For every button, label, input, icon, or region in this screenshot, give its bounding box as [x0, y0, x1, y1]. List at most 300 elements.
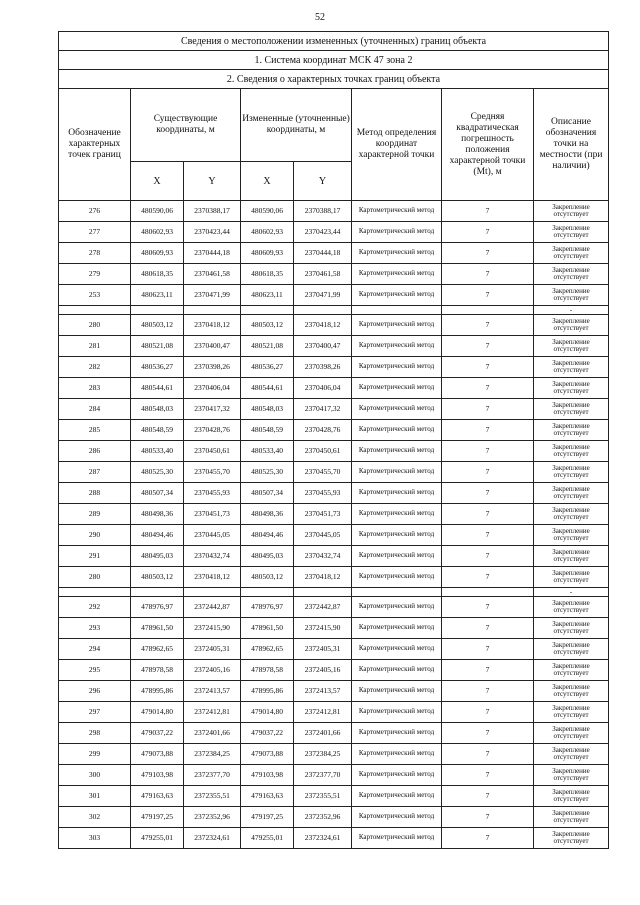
existing-y-cell: 2370432,74 [184, 546, 241, 567]
description-cell: Закрепление отсутствует [534, 378, 609, 399]
point-number-cell: 277 [59, 222, 131, 243]
page-number: 52 [315, 12, 325, 23]
method-cell: Картометрический метод [352, 441, 442, 462]
empty-cell [59, 306, 131, 315]
accuracy-cell: 7 [442, 723, 534, 744]
changed-y-cell: 2372324,61 [294, 828, 352, 849]
method-cell: Картометрический метод [352, 264, 442, 285]
existing-x-cell: 480533,40 [131, 441, 184, 462]
description-cell: Закрепление отсутствует [534, 639, 609, 660]
changed-x-cell: 478978,58 [241, 660, 294, 681]
description-cell: Закрепление отсутствует [534, 285, 609, 306]
accuracy-cell: 7 [442, 336, 534, 357]
table-row [59, 567, 609, 588]
changed-x-cell: 478995,86 [241, 681, 294, 702]
changed-y-cell: 2370398,26 [294, 357, 352, 378]
existing-y-cell: 2370388,17 [184, 201, 241, 222]
table-row [59, 744, 609, 765]
existing-x-cell: 480623,11 [131, 285, 184, 306]
table-row [59, 723, 609, 744]
changed-y-cell: 2372352,96 [294, 807, 352, 828]
method-cell: Картометрический метод [352, 336, 442, 357]
separator-row [59, 588, 609, 597]
changed-y-cell: 2372377,70 [294, 765, 352, 786]
existing-x-cell: 478995,86 [131, 681, 184, 702]
existing-x-cell: 480507,34 [131, 483, 184, 504]
changed-y-cell: 2370444,18 [294, 243, 352, 264]
header-changed: Измененные (уточненные) координаты, м [241, 89, 352, 162]
description-cell: Закрепление отсутствует [534, 201, 609, 222]
changed-x-cell: 480548,03 [241, 399, 294, 420]
method-cell: Картометрический метод [352, 828, 442, 849]
existing-y-cell: 2370445,05 [184, 525, 241, 546]
description-cell: Закрепление отсутствует [534, 336, 609, 357]
point-number-cell: 289 [59, 504, 131, 525]
existing-x-cell: 480590,06 [131, 201, 184, 222]
point-number-cell: 291 [59, 546, 131, 567]
point-number-cell: 282 [59, 357, 131, 378]
existing-x-cell: 480544,61 [131, 378, 184, 399]
description-cell: Закрепление отсутствует [534, 243, 609, 264]
point-number-cell: 294 [59, 639, 131, 660]
description-cell: Закрепление отсутствует [534, 420, 609, 441]
table-row [59, 597, 609, 618]
method-cell: Картометрический метод [352, 399, 442, 420]
existing-x-cell: 479255,01 [131, 828, 184, 849]
method-cell: Картометрический метод [352, 546, 442, 567]
method-cell: Картометрический метод [352, 285, 442, 306]
changed-x-cell: 478976,97 [241, 597, 294, 618]
method-cell: Картометрический метод [352, 525, 442, 546]
changed-y-cell: 2370418,12 [294, 567, 352, 588]
point-number-cell: 286 [59, 441, 131, 462]
description-cell: Закрепление отсутствует [534, 462, 609, 483]
point-number-cell: 297 [59, 702, 131, 723]
empty-cell [442, 306, 534, 315]
empty-cell [131, 306, 184, 315]
method-cell: Картометрический метод [352, 639, 442, 660]
empty-cell [59, 588, 131, 597]
existing-y-cell: 2370450,61 [184, 441, 241, 462]
existing-y-cell: 2370418,12 [184, 315, 241, 336]
method-cell: Картометрический метод [352, 201, 442, 222]
table-title: Сведения о местоположении измененных (уточненных) границ объекта [59, 32, 609, 51]
existing-x-cell: 480503,12 [131, 567, 184, 588]
changed-x-cell: 479103,98 [241, 765, 294, 786]
changed-x-cell: 480507,34 [241, 483, 294, 504]
description-cell: Закрепление отсутствует [534, 264, 609, 285]
changed-y-cell: 2370428,76 [294, 420, 352, 441]
existing-x-cell: 480548,59 [131, 420, 184, 441]
existing-x-cell: 480495,03 [131, 546, 184, 567]
accuracy-cell: 7 [442, 264, 534, 285]
accuracy-cell: 7 [442, 702, 534, 723]
header-changed-y: Y [294, 162, 352, 201]
method-cell: Картометрический метод [352, 786, 442, 807]
existing-y-cell: 2370400,47 [184, 336, 241, 357]
point-number-cell: 296 [59, 681, 131, 702]
method-cell: Картометрический метод [352, 357, 442, 378]
existing-y-cell: 2370428,76 [184, 420, 241, 441]
existing-y-cell: 2370417,32 [184, 399, 241, 420]
description-cell: Закрепление отсутствует [534, 357, 609, 378]
table-row [59, 420, 609, 441]
point-number-cell: 253 [59, 285, 131, 306]
accuracy-cell: 7 [442, 420, 534, 441]
accuracy-cell: 7 [442, 639, 534, 660]
existing-x-cell: 478976,97 [131, 597, 184, 618]
accuracy-cell: 7 [442, 504, 534, 525]
changed-x-cell: 480494,46 [241, 525, 294, 546]
existing-y-cell: 2372377,70 [184, 765, 241, 786]
changed-y-cell: 2372384,25 [294, 744, 352, 765]
accuracy-cell: 7 [442, 399, 534, 420]
header-existing-y: Y [184, 162, 241, 201]
changed-x-cell: 480503,12 [241, 567, 294, 588]
header-method: Метод определения координат характерной точки [352, 89, 442, 201]
description-cell: Закрепление отсутствует [534, 723, 609, 744]
accuracy-cell: 7 [442, 786, 534, 807]
changed-y-cell: 2370445,05 [294, 525, 352, 546]
accuracy-cell: 7 [442, 807, 534, 828]
table-row [59, 504, 609, 525]
changed-y-cell: 2370432,74 [294, 546, 352, 567]
accuracy-cell: 7 [442, 597, 534, 618]
table-row [59, 201, 609, 222]
changed-x-cell: 479197,25 [241, 807, 294, 828]
changed-x-cell: 480521,08 [241, 336, 294, 357]
existing-x-cell: 480618,35 [131, 264, 184, 285]
point-number-cell: 284 [59, 399, 131, 420]
coordinate-system-title: 1. Система координат МСК 47 зона 2 [59, 51, 609, 70]
changed-y-cell: 2370406,04 [294, 378, 352, 399]
existing-x-cell: 479163,63 [131, 786, 184, 807]
changed-y-cell: 2372405,16 [294, 660, 352, 681]
accuracy-cell: 7 [442, 546, 534, 567]
existing-y-cell: 2370455,93 [184, 483, 241, 504]
empty-cell [184, 588, 241, 597]
description-cell: Закрепление отсутствует [534, 525, 609, 546]
existing-y-cell: 2370455,70 [184, 462, 241, 483]
existing-x-cell: 479014,80 [131, 702, 184, 723]
table-row [59, 462, 609, 483]
existing-x-cell: 479103,98 [131, 765, 184, 786]
table-row [59, 786, 609, 807]
point-number-cell: 283 [59, 378, 131, 399]
empty-cell [241, 588, 294, 597]
description-cell: Закрепление отсутствует [534, 597, 609, 618]
description-cell: Закрепление отсутствует [534, 315, 609, 336]
point-number-cell: 292 [59, 597, 131, 618]
description-cell: Закрепление отсутствует [534, 483, 609, 504]
description-cell: Закрепление отсутствует [534, 399, 609, 420]
table-row [59, 828, 609, 849]
point-number-cell: 303 [59, 828, 131, 849]
changed-y-cell: 2372405,31 [294, 639, 352, 660]
accuracy-cell: 7 [442, 525, 534, 546]
changed-x-cell: 480495,03 [241, 546, 294, 567]
point-number-cell: 281 [59, 336, 131, 357]
accuracy-cell: 7 [442, 285, 534, 306]
description-cell: Закрепление отсутствует [534, 504, 609, 525]
point-number-cell: 300 [59, 765, 131, 786]
description-cell: Закрепление отсутствует [534, 660, 609, 681]
changed-x-cell: 479163,63 [241, 786, 294, 807]
table-row [59, 660, 609, 681]
accuracy-cell: 7 [442, 357, 534, 378]
table-row [59, 618, 609, 639]
table-row [59, 765, 609, 786]
description-cell: Закрепление отсутствует [534, 222, 609, 243]
changed-x-cell: 480602,93 [241, 222, 294, 243]
description-cell: Закрепление отсутствует [534, 744, 609, 765]
method-cell: Картометрический метод [352, 243, 442, 264]
accuracy-cell: 7 [442, 201, 534, 222]
existing-x-cell: 479037,22 [131, 723, 184, 744]
changed-x-cell: 480623,11 [241, 285, 294, 306]
method-cell: Картометрический метод [352, 660, 442, 681]
table-row [59, 264, 609, 285]
changed-x-cell: 479014,80 [241, 702, 294, 723]
empty-cell [131, 588, 184, 597]
changed-x-cell: 479037,22 [241, 723, 294, 744]
existing-x-cell: 478961,50 [131, 618, 184, 639]
method-cell: Картометрический метод [352, 222, 442, 243]
changed-x-cell: 478961,50 [241, 618, 294, 639]
method-cell: Картометрический метод [352, 618, 442, 639]
method-cell: Картометрический метод [352, 597, 442, 618]
accuracy-cell: 7 [442, 681, 534, 702]
changed-y-cell: 2372442,87 [294, 597, 352, 618]
existing-y-cell: 2370423,44 [184, 222, 241, 243]
point-number-cell: 280 [59, 315, 131, 336]
changed-y-cell: 2370451,73 [294, 504, 352, 525]
point-number-cell: 278 [59, 243, 131, 264]
description-cell: Закрепление отсутствует [534, 786, 609, 807]
point-number-cell: 302 [59, 807, 131, 828]
changed-y-cell: 2370455,93 [294, 483, 352, 504]
method-cell: Картометрический метод [352, 681, 442, 702]
point-number-cell: 287 [59, 462, 131, 483]
existing-x-cell: 480536,27 [131, 357, 184, 378]
changed-y-cell: 2370455,70 [294, 462, 352, 483]
description-cell: Закрепление отсутствует [534, 765, 609, 786]
empty-cell [294, 588, 352, 597]
boundary-points-table [58, 31, 609, 849]
header-point: Обозначение характерных точек границ [59, 89, 131, 201]
point-number-cell: 299 [59, 744, 131, 765]
accuracy-cell: 7 [442, 243, 534, 264]
method-cell: Картометрический метод [352, 483, 442, 504]
accuracy-cell: 7 [442, 828, 534, 849]
changed-x-cell: 480503,12 [241, 315, 294, 336]
description-cell: Закрепление отсутствует [534, 567, 609, 588]
method-cell: Картометрический метод [352, 744, 442, 765]
existing-y-cell: 2370444,18 [184, 243, 241, 264]
existing-y-cell: 2372412,81 [184, 702, 241, 723]
changed-y-cell: 2370400,47 [294, 336, 352, 357]
existing-y-cell: 2372355,51 [184, 786, 241, 807]
changed-x-cell: 479073,88 [241, 744, 294, 765]
existing-y-cell: 2372442,87 [184, 597, 241, 618]
accuracy-cell: 7 [442, 315, 534, 336]
empty-cell [352, 588, 442, 597]
table-row [59, 222, 609, 243]
changed-x-cell: 480590,06 [241, 201, 294, 222]
accuracy-cell: 7 [442, 441, 534, 462]
empty-cell [241, 306, 294, 315]
point-number-cell: 280 [59, 567, 131, 588]
existing-x-cell: 480503,12 [131, 315, 184, 336]
accuracy-cell: 7 [442, 618, 534, 639]
point-number-cell: 301 [59, 786, 131, 807]
table-row [59, 807, 609, 828]
method-cell: Картометрический метод [352, 315, 442, 336]
changed-y-cell: 2372401,66 [294, 723, 352, 744]
existing-y-cell: 2372324,61 [184, 828, 241, 849]
existing-x-cell: 480494,46 [131, 525, 184, 546]
existing-x-cell: 479073,88 [131, 744, 184, 765]
separator-row [59, 306, 609, 315]
changed-y-cell: 2370450,61 [294, 441, 352, 462]
description-cell: Закрепление отсутствует [534, 441, 609, 462]
method-cell: Картометрический метод [352, 504, 442, 525]
accuracy-cell: 7 [442, 378, 534, 399]
method-cell: Картометрический метод [352, 462, 442, 483]
empty-cell [442, 588, 534, 597]
changed-y-cell: 2370417,32 [294, 399, 352, 420]
description-cell: Закрепление отсутствует [534, 618, 609, 639]
existing-y-cell: 2372405,16 [184, 660, 241, 681]
method-cell: Картометрический метод [352, 567, 442, 588]
header-existing: Существующие координаты, м [131, 89, 241, 162]
accuracy-cell: 7 [442, 567, 534, 588]
table-row [59, 441, 609, 462]
accuracy-cell: 7 [442, 744, 534, 765]
table-row [59, 702, 609, 723]
table-row [59, 285, 609, 306]
table-row [59, 681, 609, 702]
changed-x-cell: 479255,01 [241, 828, 294, 849]
description-cell: - [534, 306, 609, 315]
existing-y-cell: 2372415,90 [184, 618, 241, 639]
changed-x-cell: 478962,65 [241, 639, 294, 660]
header-changed-x: X [241, 162, 294, 201]
changed-y-cell: 2370461,58 [294, 264, 352, 285]
accuracy-cell: 7 [442, 222, 534, 243]
point-number-cell: 298 [59, 723, 131, 744]
point-number-cell: 288 [59, 483, 131, 504]
table-row [59, 336, 609, 357]
existing-y-cell: 2370461,58 [184, 264, 241, 285]
existing-y-cell: 2372401,66 [184, 723, 241, 744]
point-number-cell: 285 [59, 420, 131, 441]
accuracy-cell: 7 [442, 660, 534, 681]
changed-x-cell: 480533,40 [241, 441, 294, 462]
changed-y-cell: 2370423,44 [294, 222, 352, 243]
accuracy-cell: 7 [442, 483, 534, 504]
point-number-cell: 293 [59, 618, 131, 639]
changed-x-cell: 480544,61 [241, 378, 294, 399]
table-row [59, 483, 609, 504]
empty-cell [352, 306, 442, 315]
description-cell: Закрепление отсутствует [534, 546, 609, 567]
point-number-cell: 290 [59, 525, 131, 546]
existing-y-cell: 2370418,12 [184, 567, 241, 588]
changed-y-cell: 2372412,81 [294, 702, 352, 723]
changed-x-cell: 480498,36 [241, 504, 294, 525]
description-cell: - [534, 588, 609, 597]
existing-y-cell: 2370471,99 [184, 285, 241, 306]
empty-cell [184, 306, 241, 315]
table-row [59, 399, 609, 420]
existing-x-cell: 480548,03 [131, 399, 184, 420]
changed-y-cell: 2372415,90 [294, 618, 352, 639]
changed-y-cell: 2370471,99 [294, 285, 352, 306]
existing-x-cell: 478978,58 [131, 660, 184, 681]
existing-x-cell: 478962,65 [131, 639, 184, 660]
method-cell: Картометрический метод [352, 378, 442, 399]
changed-x-cell: 480618,35 [241, 264, 294, 285]
existing-x-cell: 480525,30 [131, 462, 184, 483]
existing-x-cell: 479197,25 [131, 807, 184, 828]
method-cell: Картометрический метод [352, 702, 442, 723]
table-row [59, 546, 609, 567]
method-cell: Картометрический метод [352, 765, 442, 786]
empty-cell [294, 306, 352, 315]
point-number-cell: 295 [59, 660, 131, 681]
changed-y-cell: 2372355,51 [294, 786, 352, 807]
table-row [59, 315, 609, 336]
table-row [59, 525, 609, 546]
existing-y-cell: 2370451,73 [184, 504, 241, 525]
table-row [59, 639, 609, 660]
method-cell: Картометрический метод [352, 807, 442, 828]
point-number-cell: 276 [59, 201, 131, 222]
method-cell: Картометрический метод [352, 723, 442, 744]
header-accuracy: Средняя квадратическая погрешность положения характерной точки (Mt), м [442, 89, 534, 201]
existing-y-cell: 2370398,26 [184, 357, 241, 378]
existing-y-cell: 2370406,04 [184, 378, 241, 399]
existing-x-cell: 480602,93 [131, 222, 184, 243]
description-cell: Закрепление отсутствует [534, 702, 609, 723]
changed-x-cell: 480525,30 [241, 462, 294, 483]
point-number-cell: 279 [59, 264, 131, 285]
existing-y-cell: 2372352,96 [184, 807, 241, 828]
changed-y-cell: 2370418,12 [294, 315, 352, 336]
header-description: Описание обозначения точки на местности (при наличии) [534, 89, 609, 201]
existing-x-cell: 480521,08 [131, 336, 184, 357]
section-title: 2. Сведения о характерных точках границ объекта [59, 70, 609, 89]
description-cell: Закрепление отсутствует [534, 681, 609, 702]
description-cell: Закрепление отсутствует [534, 807, 609, 828]
existing-y-cell: 2372384,25 [184, 744, 241, 765]
table-body [59, 201, 609, 849]
changed-x-cell: 480548,59 [241, 420, 294, 441]
header-existing-x: X [131, 162, 184, 201]
table-row [59, 243, 609, 264]
existing-x-cell: 480498,36 [131, 504, 184, 525]
accuracy-cell: 7 [442, 462, 534, 483]
existing-y-cell: 2372405,31 [184, 639, 241, 660]
changed-x-cell: 480536,27 [241, 357, 294, 378]
method-cell: Картометрический метод [352, 420, 442, 441]
description-cell: Закрепление отсутствует [534, 828, 609, 849]
existing-y-cell: 2372413,57 [184, 681, 241, 702]
table-row [59, 357, 609, 378]
changed-y-cell: 2370388,17 [294, 201, 352, 222]
accuracy-cell: 7 [442, 765, 534, 786]
